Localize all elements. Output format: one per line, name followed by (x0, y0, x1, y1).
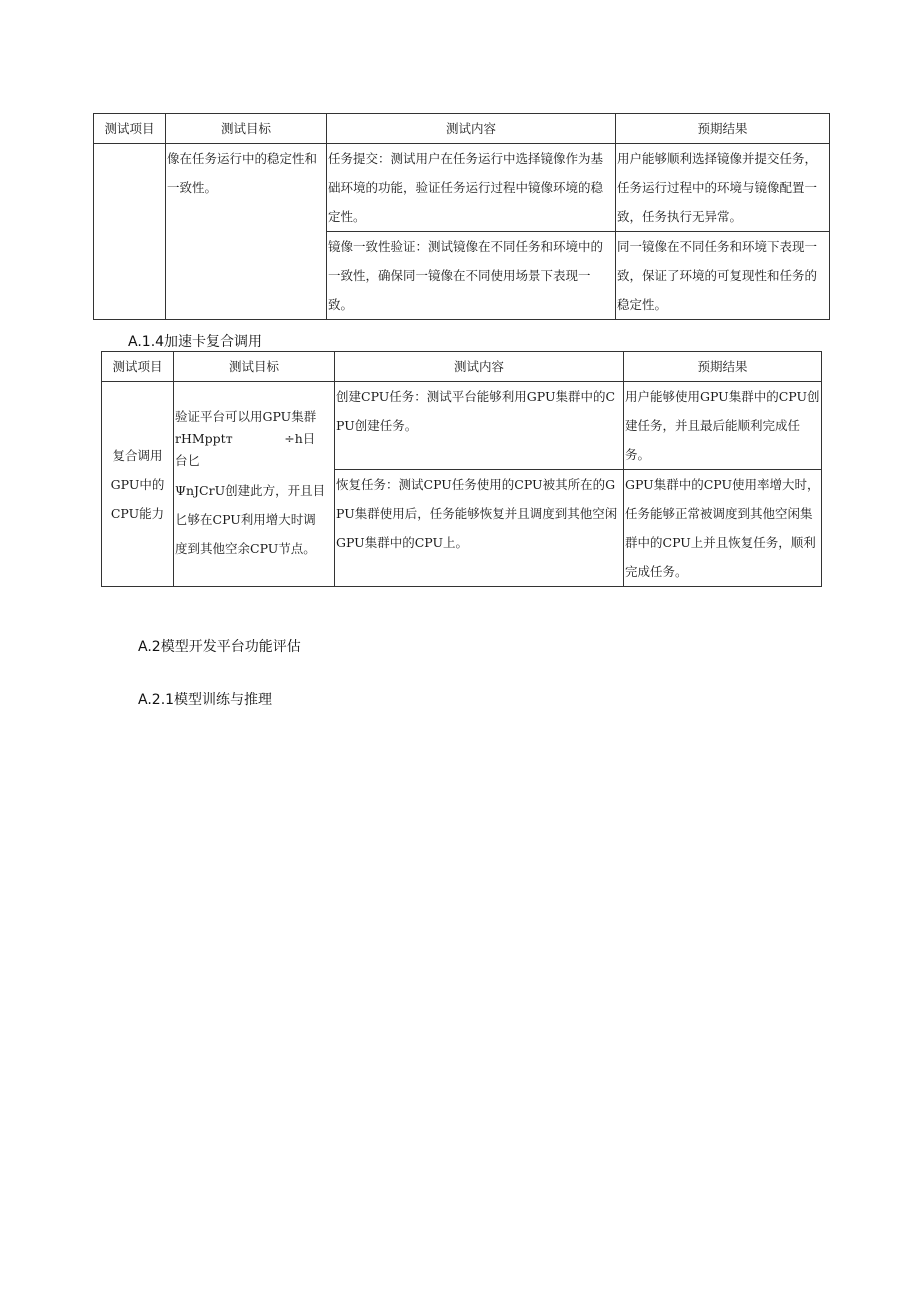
goal-line: ΨnJCrU创建此方，开且目 (175, 482, 326, 498)
item-line: CPU能力 (110, 505, 165, 521)
table-header-row (94, 114, 830, 144)
goal-line: 验证平台可以用GPU集群 (175, 408, 317, 424)
cell-expected-result: 用户能够顺利选择镜像并提交任务，任务运行过程中的环境与镜像配置一致，任务执行无异常。 (616, 144, 830, 232)
cell-test-content: 创建CPU任务：测试平台能够利用GPU集群中的CPU创建任务。 (335, 382, 624, 470)
cell-test-item (102, 382, 174, 587)
cell-test-goal (174, 382, 335, 587)
cell-test-content: 任务提交：测试用户在任务运行中选择镜像作为基础环境的功能，验证任务运行过程中镜像环境的稳定性。 (327, 144, 616, 232)
header-test-content: 测试内容 (335, 352, 624, 382)
header-expected-result: 预期结果 (624, 352, 822, 382)
goal-line-garbled: 台匕 (175, 452, 201, 468)
header-test-item: 测试项目 (94, 114, 166, 144)
cell-test-content: 镜像一致性验证：测试镜像在不同任务和环境中的一致性，确保同一镜像在不同使用场景下表现一致。 (327, 232, 616, 320)
cell-test-item (94, 144, 166, 320)
test-table-image-consistency (93, 113, 830, 320)
header-expected-result: 预期结果 (616, 114, 830, 144)
table-row (94, 144, 830, 232)
header-test-content: 测试内容 (327, 114, 616, 144)
header-test-goal: 测试目标 (174, 352, 335, 382)
table-row (102, 382, 822, 470)
section-heading-a-2-1: A.2.1模型训练与推理 (138, 692, 273, 708)
header-test-item: 测试项目 (102, 352, 174, 382)
goal-line: 匕够在CPU利用增大时调 (175, 511, 316, 527)
item-line: 复合调用 (112, 447, 163, 463)
cell-expected-result: 用户能够使用GPU集群中的CPU创建任务，并且最后能顺利完成任务。 (624, 382, 822, 470)
item-line: GPU中的 (110, 476, 165, 492)
goal-line-garbled: rHMpptт ÷h日 (175, 430, 316, 446)
section-heading-a-2: A.2模型开发平台功能评估 (138, 639, 301, 655)
table-header-row (102, 352, 822, 382)
cell-expected-result: GPU集群中的CPU使用率增大时，任务能够正常被调度到其他空闲集群中的CPU上并且恢复任务，顺利完成任务。 (624, 470, 822, 587)
goal-line: 度到其他空余CPU节点。 (175, 540, 316, 556)
header-test-goal: 测试目标 (166, 114, 327, 144)
section-heading-a-1-4: A.1.4加速卡复合调用 (128, 334, 263, 350)
test-table-accelerator-composite (101, 351, 822, 587)
cell-test-goal: 像在任务运行中的稳定性和一致性。 (166, 144, 327, 320)
cell-expected-result: 同一镜像在不同任务和环境下表现一致，保证了环境的可复现性和任务的稳定性。 (616, 232, 830, 320)
cell-test-content: 恢复任务：测试CPU任务使用的CPU被其所在的GPU集群使用后，任务能够恢复并且调度到其他空闲GPU集群中的CPU上。 (335, 470, 624, 587)
